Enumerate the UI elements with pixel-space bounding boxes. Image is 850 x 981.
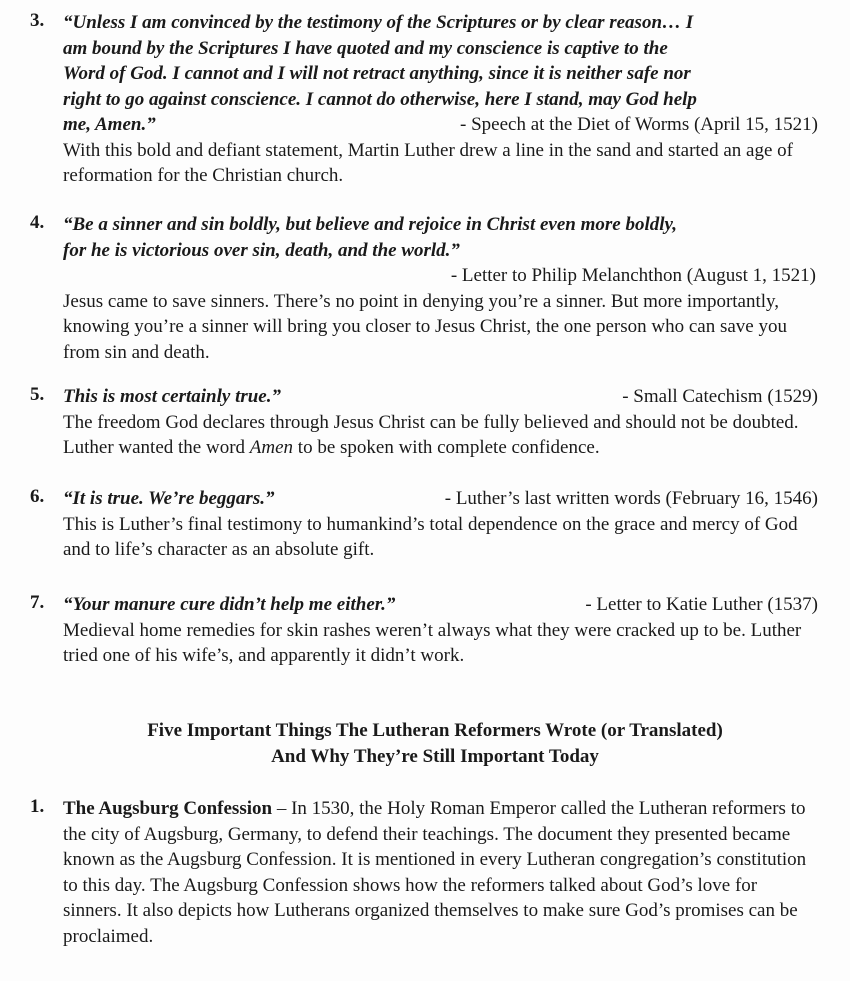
quote-source-line [63, 384, 818, 410]
quote-explanation [63, 410, 818, 461]
quote-line: “Unless I am convinced by the testimony of the Scriptures or by clear reason… I [63, 12, 694, 33]
quote-source: - Letter to Philip Melanchthon (August 1, 1521) [450, 265, 816, 286]
quote-item-4 [30, 212, 818, 365]
quote-item-6 [30, 486, 818, 563]
quote-source: - Speech at the Diet of Worms (April 15, 1521) [460, 114, 818, 135]
quote-explanation: Jesus came to save sinners. There’s no point in denying you’re a sinner. But more importantly, knowing you’re a sinner will bring you closer to Jesus Christ, the one person who can save you from sin and death. [63, 290, 787, 363]
section-heading-line: And Why They’re Still Important Today [271, 746, 599, 767]
quote-line: for he is victorious over sin, death, and the world.” [63, 239, 460, 261]
quote-item-7 [30, 592, 818, 669]
item-number: 4. [30, 212, 45, 233]
item-number: 5. [30, 384, 45, 405]
quote-source: - Letter to Katie Luther (1537) [585, 594, 818, 615]
quote-line: “Be a sinner and sin boldly, but believe and rejoice in Christ even more boldly, [63, 214, 677, 235]
quote-source-line [63, 486, 818, 512]
writing-item-1 [30, 796, 818, 949]
item-number: 7. [30, 592, 45, 613]
item-number: 3. [30, 10, 45, 31]
quote-text: This is most certainly true.” [63, 386, 281, 407]
quote-source-line [63, 112, 818, 138]
quote-explanation: Medieval home remedies for skin rashes weren’t always what they were cracked up to be. Luther tried one of his wife’s, and apparently it didn’t work. [63, 619, 802, 666]
emphasized-word: Amen [249, 437, 294, 458]
quote-source-line [63, 592, 818, 618]
quote-item-3 [30, 10, 818, 189]
item-number: 6. [30, 486, 45, 507]
writing-paragraph [63, 796, 818, 949]
quote-item-5 [30, 384, 818, 461]
quote-line: am bound by the Scriptures I have quoted and my conscience is captive to the [63, 37, 668, 59]
section-heading-line: Five Important Things The Lutheran Reformers Wrote (or Translated) [147, 720, 723, 741]
writing-text: – In 1530, the Holy Roman Emperor called the Lutheran reformers to the city of Augsburg, Germany, to defend their teachings. The document they presented became known as the Augsburg Confession. It is mentioned in every Lutheran congregation’s constitution to this day. The Augsburg Confession shows how the reformers talked about God’s love for sinners. It also depicts how Lutherans organized themselves to make sure God’s promises can be proclaimed. [63, 798, 807, 947]
quote-text: “It is true. We’re beggars.” [63, 488, 275, 509]
quote-line: me, Amen.” [63, 114, 156, 135]
item-number: 1. [30, 796, 45, 817]
explanation-text: to be spoken with complete confidence. [293, 437, 600, 458]
writing-title: The Augsburg Confession [63, 798, 273, 819]
quote-source: - Small Catechism (1529) [622, 386, 818, 407]
quote-source: - Luther’s last written words (February 16, 1546) [444, 488, 818, 509]
section-heading [60, 718, 810, 770]
quote-explanation: With this bold and defiant statement, Martin Luther drew a line in the sand and started an age of reformation for the Christian church. [63, 139, 793, 186]
quote-source-line [63, 263, 818, 289]
quote-line: right to go against conscience. I cannot do otherwise, here I stand, may God help [63, 88, 697, 110]
explanation-text: The freedom God declares through Jesus Christ can be fully believed and should not be doubted. Luther wanted the word [63, 411, 799, 458]
quote-text: “Your manure cure didn’t help me either.” [63, 594, 396, 615]
quote-explanation: This is Luther’s final testimony to humankind’s total dependence on the grace and mercy of God and to life’s character as an absolute gift. [63, 513, 798, 560]
quote-line: Word of God. I cannot and I will not retract anything, since it is neither safe nor [63, 63, 691, 84]
